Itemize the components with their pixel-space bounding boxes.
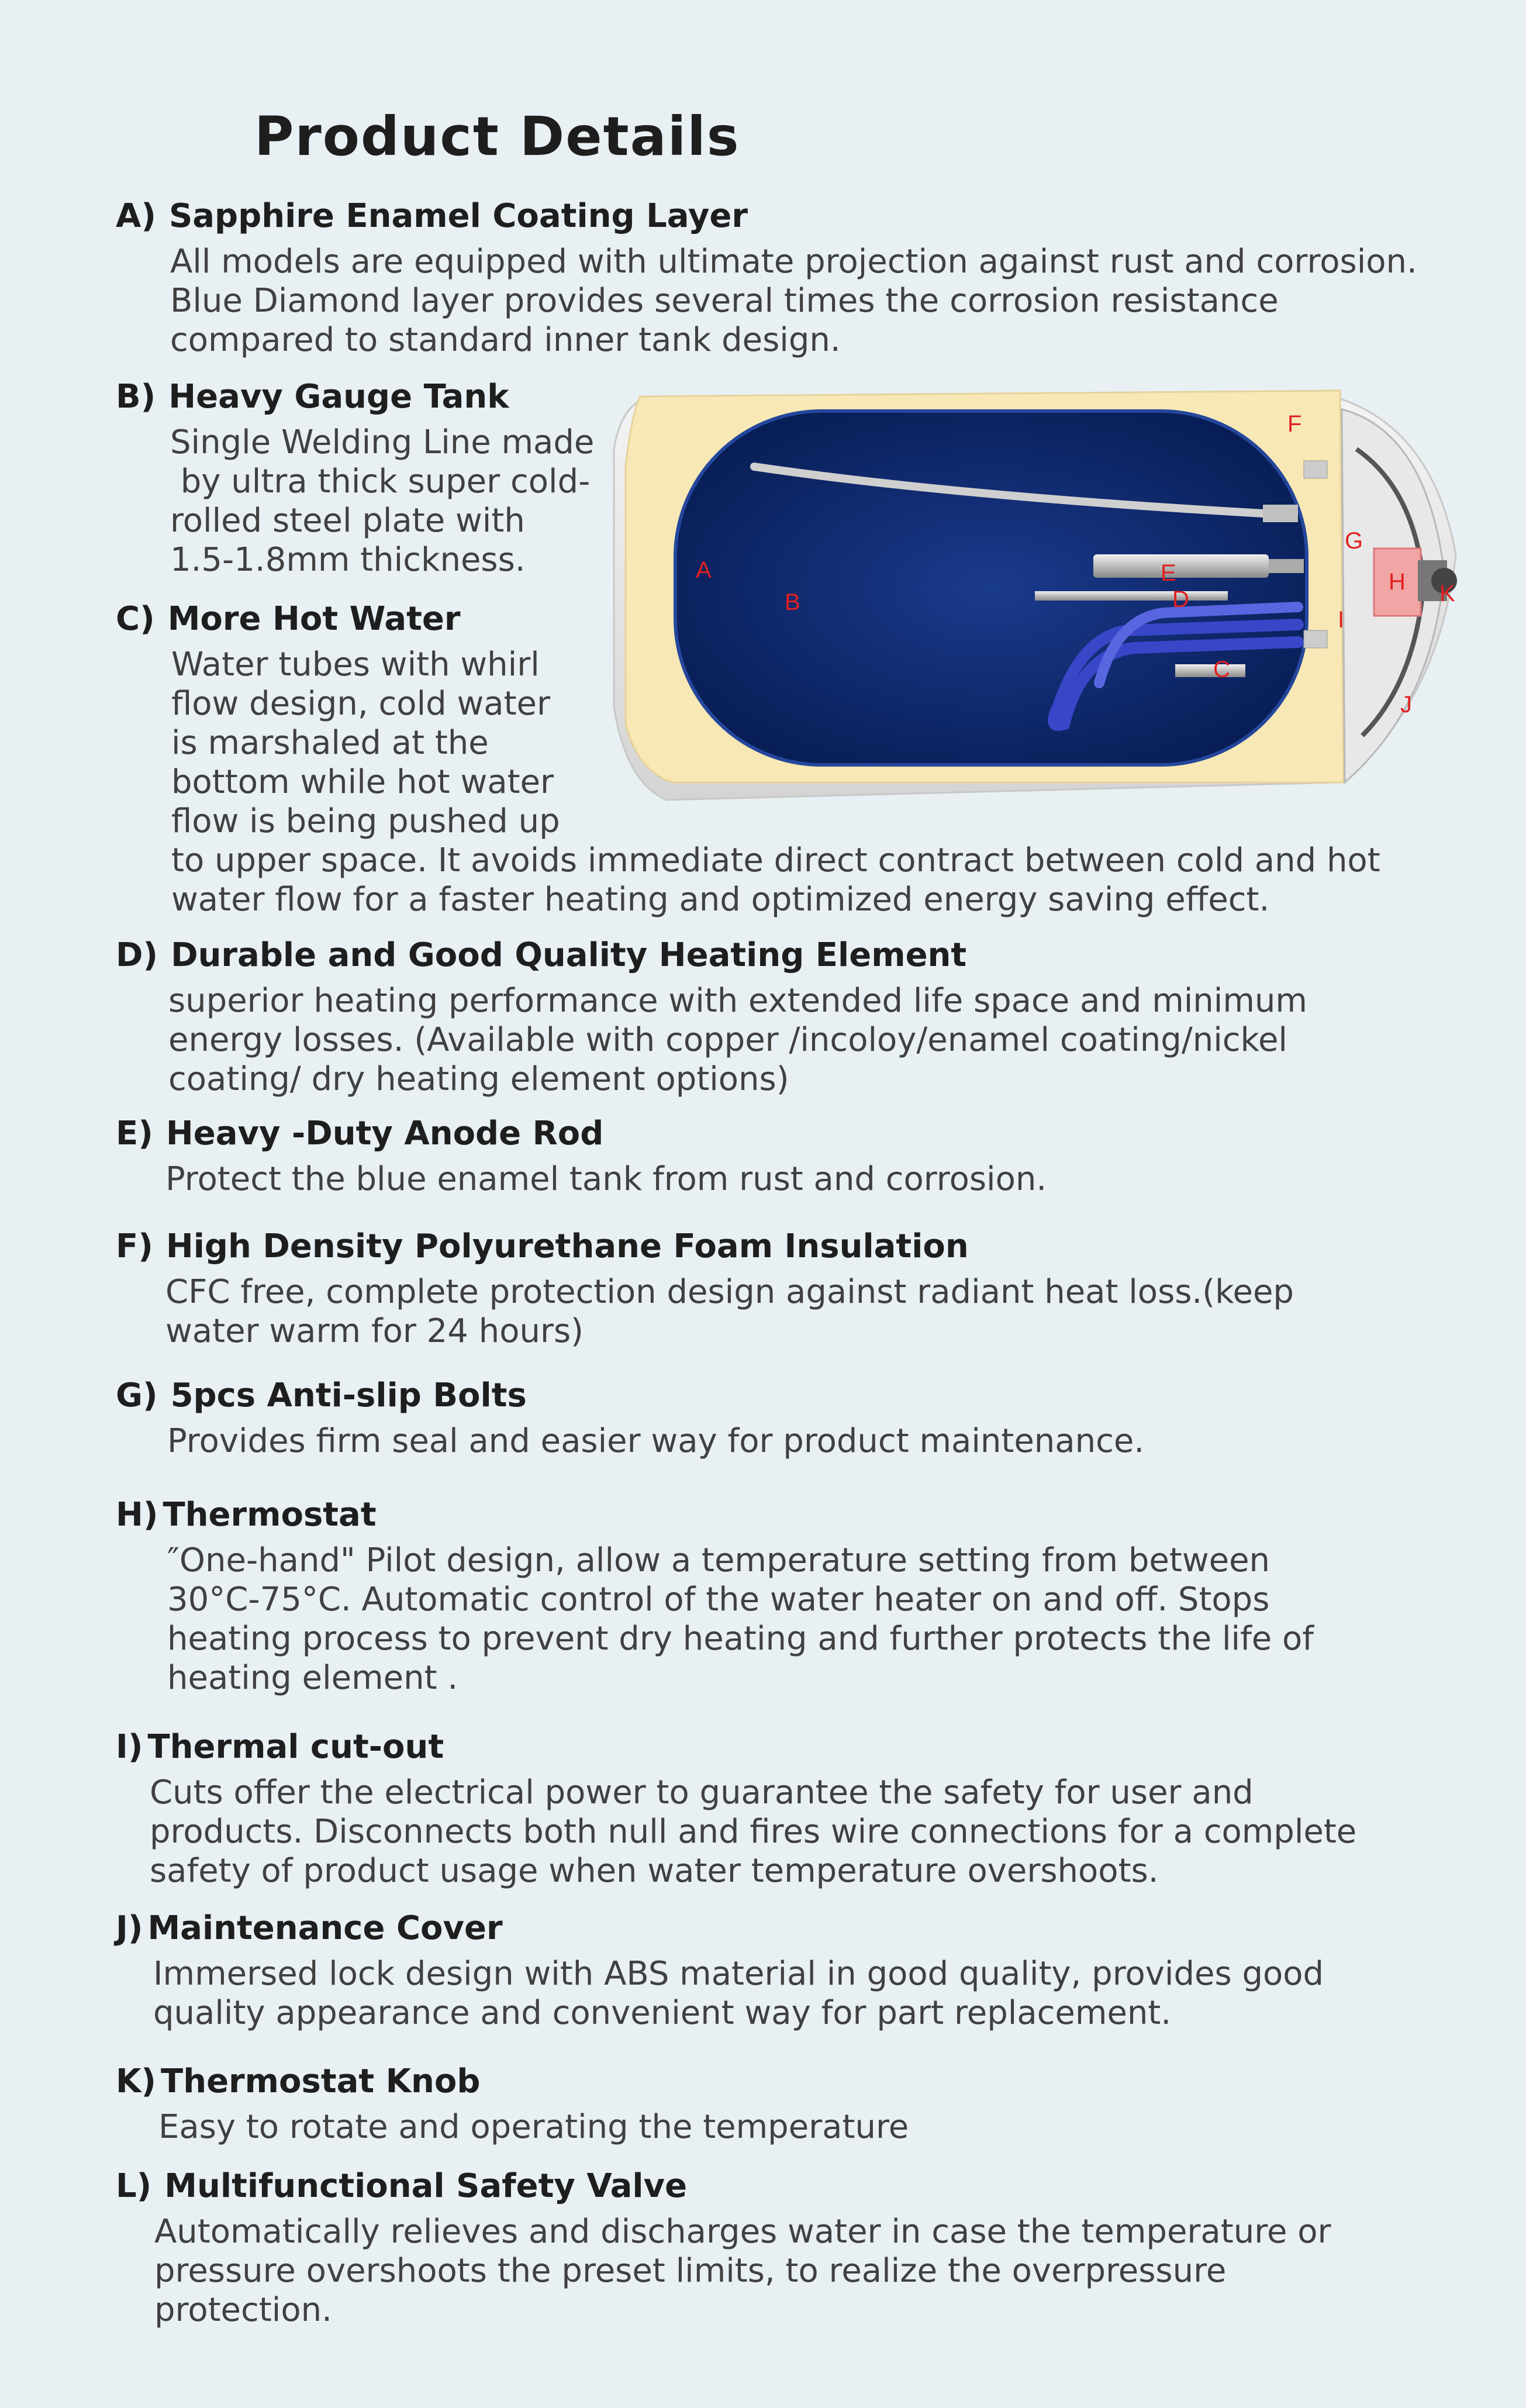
section-b bbox=[116, 377, 594, 579]
text-line: pressure overshoots the preset limits, to realize the overpressure bbox=[154, 2252, 1227, 2290]
text-line: 1.5-1.8mm thickness. bbox=[170, 541, 526, 579]
water-heater-cutaway-diagram bbox=[602, 379, 1479, 812]
section-d bbox=[116, 936, 1307, 1099]
section-title: 5pcs Anti-slip Bolts bbox=[170, 1377, 527, 1415]
section-heading bbox=[116, 2166, 1331, 2206]
section-text bbox=[168, 981, 1307, 1099]
text-line: Protect the blue enamel tank from rust and corrosion. bbox=[165, 1160, 1047, 1198]
section-text bbox=[153, 1954, 1324, 2033]
section-text bbox=[158, 2107, 909, 2147]
section-h bbox=[116, 1495, 1314, 1698]
diagram-label-e: E bbox=[1161, 560, 1176, 586]
section-text bbox=[167, 1422, 1144, 1461]
text-line: Automatically relieves and discharges water in case the temperature or bbox=[154, 2213, 1331, 2251]
section-letter: L) bbox=[116, 2167, 152, 2205]
text-line: flow design, cold water bbox=[171, 685, 551, 723]
diagram-label-c: C bbox=[1213, 657, 1230, 682]
diagram-label-k: K bbox=[1439, 581, 1455, 606]
section-letter: K) bbox=[116, 2062, 156, 2100]
text-line: water flow for a faster heating and optimized energy saving effect. bbox=[171, 881, 1270, 919]
section-a bbox=[116, 196, 1417, 360]
section-f bbox=[116, 1227, 1294, 1351]
section-letter: G) bbox=[116, 1377, 158, 1415]
section-heading bbox=[116, 1114, 1047, 1154]
section-k bbox=[116, 2062, 909, 2147]
anode-rod bbox=[1093, 554, 1269, 578]
section-l bbox=[116, 2166, 1331, 2330]
section-title: Thermal cut-out bbox=[147, 1728, 444, 1766]
text-line: Water tubes with whirl bbox=[171, 646, 540, 684]
section-letter: D) bbox=[116, 936, 158, 974]
sensor-probe bbox=[1175, 664, 1245, 677]
section-text bbox=[170, 423, 594, 579]
section-text bbox=[150, 1773, 1356, 1890]
section-title: Heavy Gauge Tank bbox=[168, 378, 509, 416]
section-heading bbox=[116, 2062, 909, 2102]
section-title: Thermostat bbox=[163, 1496, 377, 1534]
section-title: Heavy -Duty Anode Rod bbox=[165, 1115, 604, 1153]
text-line: is marshaled at the bbox=[171, 724, 489, 762]
text-line: ″One-hand" Pilot design, allow a temperature setting from between bbox=[167, 1541, 1270, 1579]
text-line: safety of product usage when water temperature overshoots. bbox=[150, 1852, 1159, 1890]
text-line: bottom while hot water bbox=[171, 763, 554, 801]
text-line: flow is being pushed up bbox=[171, 802, 560, 840]
section-text bbox=[167, 1541, 1314, 1698]
text-line: products. Disconnects both null and fires wire connections for a complete bbox=[150, 1813, 1357, 1851]
section-text bbox=[165, 1160, 1047, 1199]
section-title: High Density Polyurethane Foam Insulation bbox=[165, 1227, 969, 1265]
text-line: to upper space. It avoids immediate direct contract between cold and hot bbox=[171, 841, 1380, 879]
text-line: Single Welding Line made bbox=[170, 423, 595, 461]
diagram-label-f: F bbox=[1287, 411, 1302, 437]
text-line: heating element . bbox=[167, 1659, 458, 1697]
section-heading bbox=[116, 1227, 1294, 1267]
section-title: Durable and Good Quality Heating Element bbox=[171, 936, 967, 974]
diagram-label-h: H bbox=[1389, 569, 1406, 595]
diagram-label-b: B bbox=[785, 589, 800, 615]
diagram-label-d: D bbox=[1172, 587, 1189, 612]
section-i bbox=[116, 1727, 1356, 1890]
section-letter: F) bbox=[116, 1227, 153, 1265]
text-line: 30°C-75°C. Automatic control of the water heater on and off. Stops bbox=[167, 1581, 1270, 1619]
text-line: rolled steel plate with bbox=[170, 502, 525, 540]
text-line: Cuts offer the electrical power to guarantee the safety for user and bbox=[150, 1774, 1254, 1812]
section-heading bbox=[116, 1909, 1324, 1948]
text-line: energy losses. (Available with copper /incoloy/enamel coating/nickel bbox=[168, 1021, 1287, 1059]
text-line: heating process to prevent dry heating and further protects the life of bbox=[167, 1620, 1314, 1658]
page-title: Product Details bbox=[254, 105, 740, 168]
section-text bbox=[165, 1272, 1294, 1351]
section-heading bbox=[116, 936, 1307, 975]
section-letter: J) bbox=[116, 1909, 143, 1947]
diagram-label-j: J bbox=[1400, 692, 1412, 717]
section-title: Multifunctional Safety Valve bbox=[164, 2167, 688, 2205]
text-line: Provides firm seal and easier way for product maintenance. bbox=[167, 1422, 1145, 1460]
section-title: Sapphire Enamel Coating Layer bbox=[168, 197, 748, 235]
section-letter: A) bbox=[116, 197, 156, 235]
section-heading bbox=[116, 1495, 1314, 1535]
text-line: coating/ dry heating element options) bbox=[168, 1060, 789, 1098]
text-line: Easy to rotate and operating the temperature bbox=[158, 2108, 909, 2146]
diagram-label-g: G bbox=[1345, 528, 1363, 554]
section-heading bbox=[116, 1376, 1144, 1416]
text-line: water warm for 24 hours) bbox=[165, 1312, 584, 1350]
text-line: compared to standard inner tank design. bbox=[170, 321, 841, 359]
section-title: Thermostat Knob bbox=[161, 2062, 481, 2100]
section-title: More Hot Water bbox=[167, 600, 461, 638]
section-letter: I) bbox=[116, 1728, 143, 1766]
text-line: protection. bbox=[154, 2291, 332, 2329]
section-letter: E) bbox=[116, 1115, 153, 1153]
section-heading bbox=[116, 377, 594, 417]
section-g bbox=[116, 1376, 1144, 1461]
section-letter: C) bbox=[116, 600, 155, 638]
inner-tank bbox=[675, 411, 1307, 765]
section-letter: B) bbox=[116, 378, 156, 416]
anti-slip-bolt bbox=[1304, 630, 1327, 648]
section-text bbox=[154, 2212, 1331, 2330]
diagram-label-i: I bbox=[1338, 607, 1345, 633]
section-title: Maintenance Cover bbox=[147, 1909, 503, 1947]
text-line: Immersed lock design with ABS material in good quality, provides good bbox=[153, 1955, 1324, 1993]
section-letter: H) bbox=[116, 1496, 158, 1534]
text-line: Blue Diamond layer provides several times the corrosion resistance bbox=[170, 282, 1279, 320]
section-heading bbox=[116, 1727, 1356, 1767]
section-e bbox=[116, 1114, 1047, 1199]
diagram-label-a: A bbox=[696, 557, 712, 583]
text-line: CFC free, complete protection design against radiant heat loss.(keep bbox=[165, 1273, 1294, 1311]
section-text bbox=[170, 242, 1417, 360]
section-j bbox=[116, 1909, 1324, 2033]
text-line: superior heating performance with extended life space and minimum bbox=[168, 982, 1307, 1020]
section-heading bbox=[116, 196, 1417, 236]
anti-slip-bolt bbox=[1304, 461, 1327, 478]
text-line: All models are equipped with ultimate projection against rust and corrosion. bbox=[170, 243, 1417, 281]
text-line: quality appearance and convenient way for part replacement. bbox=[153, 1994, 1172, 2032]
text-line: by ultra thick super cold- bbox=[170, 463, 591, 501]
